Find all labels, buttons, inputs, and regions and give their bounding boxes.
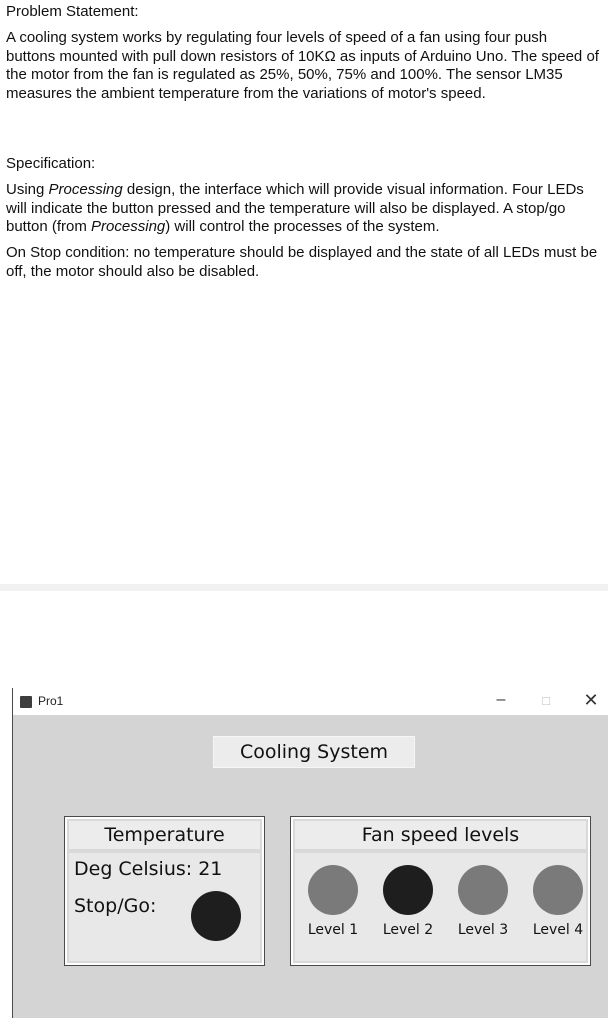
level-1-label: Level 1 [307,922,359,938]
level-3-label: Level 3 [457,922,509,938]
fan-speed-panel [290,816,591,966]
stop-go-label: Stop/Go: [74,895,157,917]
processing-window [12,688,608,1018]
spec-paragraph-1: Using Processing design, the interface which will provide visual information. Four LEDs will indicate the button pressed and the temperature will also be displayed. A stop/go button (from Processing) will control the processes of the system. [6,181,584,235]
sketch-canvas [13,715,608,1018]
temperature-heading: Temperature [69,821,260,849]
temperature-body [69,853,260,961]
level-4-label: Level 4 [532,922,584,938]
fan-speed-body [295,853,586,961]
window-titlebar[interactable] [13,688,608,715]
app-icon [20,696,32,708]
page-divider [0,584,608,591]
level-2-label: Level 2 [382,922,434,938]
app-title-label: Cooling System [213,736,415,768]
fan-speed-heading: Fan speed levels [295,821,586,849]
close-button[interactable]: ✕ [583,690,599,710]
temperature-reading: Deg Celsius: 21 [74,858,223,880]
problem-paragraph: A cooling system works by regulating four levels of speed of a fan using four push buttons mounted with pull down resistors of 10KΩ as inputs of Arduino Uno. The speed of the motor from the fan is regulated as 25%, 50%, 75% and 100%. The sensor LM35 measures the ambient temperature from the variations of motor's speed. [6,29,599,102]
level-4-led [533,865,583,915]
spec-paragraph-2: On Stop condition: no temperature should be displayed and the state of all LEDs must be off, the motor should also be disabled. [6,244,598,280]
minimize-button[interactable]: – [496,691,506,708]
level-2-led [383,865,433,915]
stop-go-button[interactable] [191,891,241,941]
spec-heading: Specification: [6,155,96,172]
level-1-led [308,865,358,915]
maximize-button[interactable]: □ [542,693,550,708]
level-3-led [458,865,508,915]
problem-heading: Problem Statement: [6,3,139,20]
window-title: Pro1 [38,694,64,708]
temperature-panel [64,816,265,966]
